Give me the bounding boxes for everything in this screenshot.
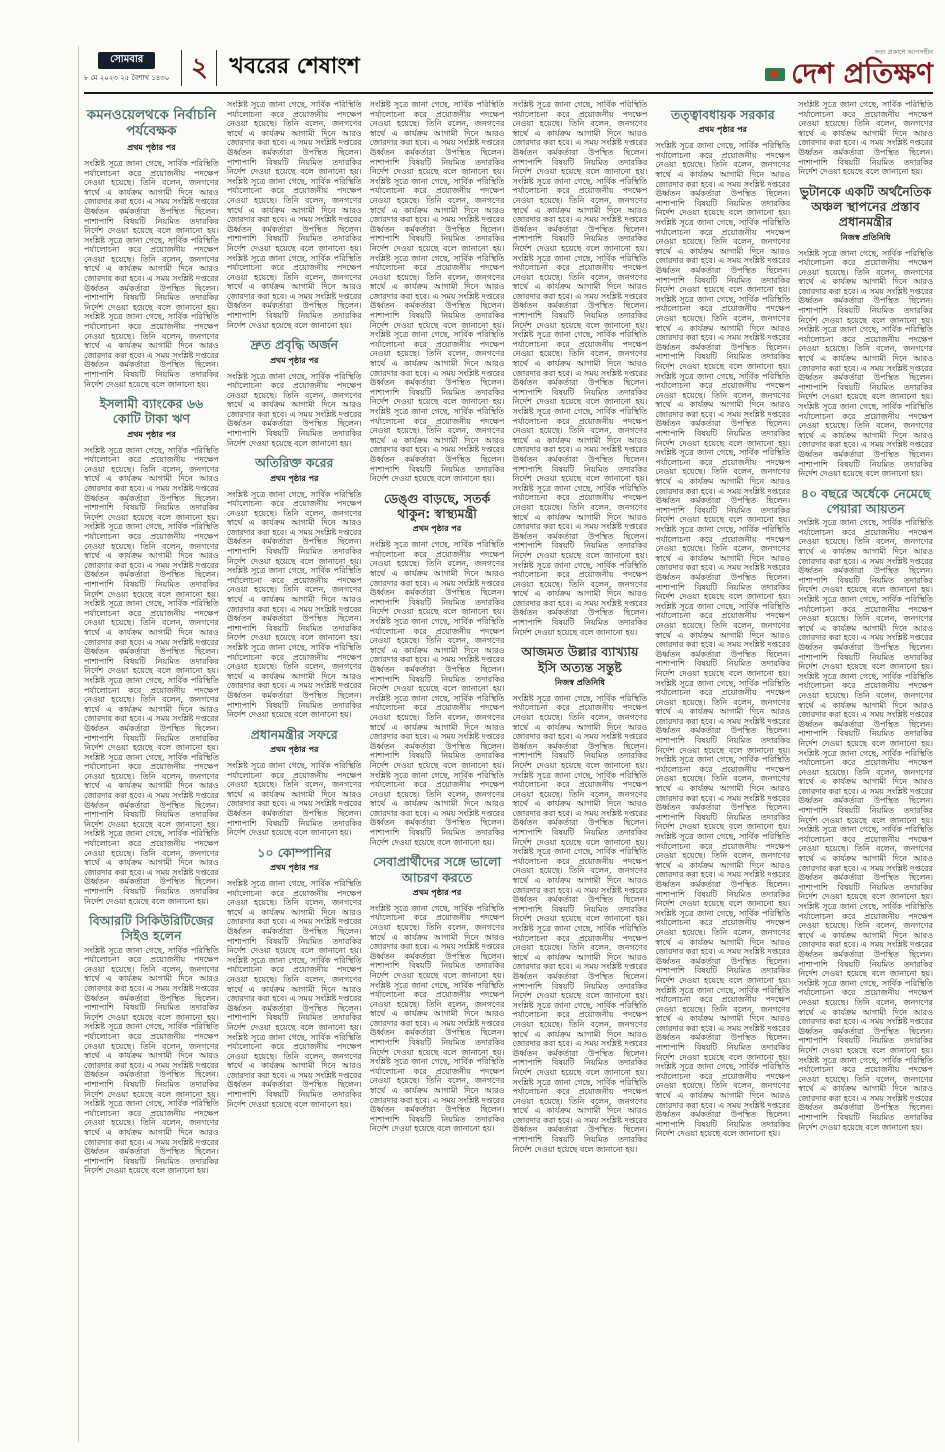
- article-headline: অতিরিক্ত করের: [255, 455, 334, 471]
- section-title: খবরের শেষাংশ: [229, 54, 360, 79]
- article-subline: প্রথম পৃষ্ঠার পর: [270, 745, 319, 754]
- day-label: সোমবার: [98, 52, 155, 69]
- column-3: [370, 100, 505, 1442]
- article-body-text: সংশ্লিষ্ট সূত্রে জানা গেছে, সার্বিক পরিস্থিতি পর্যালোচনা করে প্রয়োজনীয় পদক্ষেপ নেওয়া হয়েছে। তিনি বলেন, জনগণের স্বার্থে এ কার্যক্রম আগামী দিনে আরও জোরদার করা হবে। এ সময় সংশ্লিষ্ট দপ্তরের ঊর্ধ্বতন কর্মকর্তারা উপস্থিত ছিলেন। পাশাপাশি বিষয়টি নিয়মিত তদারকির নির্দেশ দেওয়া হয়েছে বলে জানানো হয়। সংশ্লিষ্ট সূত্রে জানা গেছে, সার্বিক পরিস্থিতি পর্যালোচনা করে প্রয়োজনীয় পদক্ষেপ নেওয়া হয়েছে। তিনি বলেন, জনগণের স্বার্থে এ কার্যক্রম আগামী দিনে আরও জোরদার করা হবে। এ সময় সংশ্লিষ্ট দপ্তরের ঊর্ধ্বতন কর্মকর্তারা উপস্থিত ছিলেন। পাশাপাশি বিষয়টি নিয়মিত তদারকির নির্দেশ দেওয়া হয়েছে বলে জানানো হয়। সংশ্লিষ্ট সূত্রে জানা গেছে, সার্বিক পরিস্থিতি পর্যালোচনা করে প্রয়োজনীয় পদক্ষেপ নেওয়া হয়েছে। তিনি বলেন, জনগণের স্বার্থে এ কার্যক্রম আগামী দিনে আরও জোরদার করা হবে। এ সময় সংশ্লিষ্ট দপ্তরের ঊর্ধ্বতন কর্মকর্তারা উপস্থিত ছিলেন। পাশাপাশি বিষয়টি নিয়মিত তদারকির নির্দেশ দেওয়া হয়েছে বলে জানানো হয়। সংশ্লিষ্ট সূত্রে জানা গেছে, সার্বিক পরিস্থিতি পর্যালোচনা করে প্রয়োজনীয় পদক্ষেপ নেওয়া হয়েছে। তিনি বলেন, জনগণের স্বার্থে এ কার্যক্রম আগামী দিনে আরও জোরদার করা হবে। এ সময় সংশ্লিষ্ট দপ্তরের ঊর্ধ্বতন কর্মকর্তারা উপস্থিত ছিলেন। পাশাপাশি বিষয়টি নিয়মিত তদারকির নির্দেশ দেওয়া হয়েছে বলে জানানো হয়। সংশ্লিষ্ট সূত্রে জানা গেছে, সার্বিক পরিস্থিতি পর্যালোচনা করে প্রয়োজনীয় পদক্ষেপ নেওয়া হয়েছে। তিনি বলেন, জনগণের স্বার্থে এ কার্যক্রম আগামী দিনে আরও জোরদার করা হবে। এ সময় সংশ্লিষ্ট দপ্তরের ঊর্ধ্বতন কর্মকর্তারা উপস্থিত ছিলেন। পাশাপাশি বিষয়টি নিয়মিত তদারকির নির্দেশ দেওয়া হয়েছে বলে জানানো হয়। সংশ্লিষ্ট সূত্রে জানা গেছে, সার্বিক পরিস্থিতি পর্যালোচনা করে প্রয়োজনীয় পদক্ষেপ নেওয়া হয়েছে। তিনি বলেন, জনগণের স্বার্থে এ কার্যক্রম আগামী দিনে আরও জোরদার করা হবে। এ সময় সংশ্লিষ্ট দপ্তরের ঊর্ধ্বতন কর্মকর্তারা উপস্থিত ছিলেন। পাশাপাশি বিষয়টি নিয়মিত তদারকির নির্দেশ দেওয়া হয়েছে বলে জানানো হয়।: [84, 445, 219, 906]
- article-headline: প্রধানমন্ত্রীর সফরে: [250, 726, 338, 742]
- article-body-text: সংশ্লিষ্ট সূত্রে জানা গেছে, সার্বিক পরিস্থিতি পর্যালোচনা করে প্রয়োজনীয় পদক্ষেপ নেওয়া হয়েছে। তিনি বলেন, জনগণের স্বার্থে এ কার্যক্রম আগামী দিনে আরও জোরদার করা হবে। এ সময় সংশ্লিষ্ট দপ্তরের ঊর্ধ্বতন কর্মকর্তারা উপস্থিত ছিলেন। পাশাপাশি বিষয়টি নিয়মিত তদারকির নির্দেশ দেওয়া হয়েছে বলে জানানো হয়। সংশ্লিষ্ট সূত্রে জানা গেছে, সার্বিক পরিস্থিতি পর্যালোচনা করে প্রয়োজনীয় পদক্ষেপ নেওয়া হয়েছে। তিনি বলেন, জনগণের স্বার্থে এ কার্যক্রম আগামী দিনে আরও জোরদার করা হবে। এ সময় সংশ্লিষ্ট দপ্তরের ঊর্ধ্বতন কর্মকর্তারা উপস্থিত ছিলেন। পাশাপাশি বিষয়টি নিয়মিত তদারকির নির্দেশ দেওয়া হয়েছে বলে জানানো হয়। সংশ্লিষ্ট সূত্রে জানা গেছে, সার্বিক পরিস্থিতি পর্যালোচনা করে প্রয়োজনীয় পদক্ষেপ নেওয়া হয়েছে। তিনি বলেন, জনগণের স্বার্থে এ কার্যক্রম আগামী দিনে আরও জোরদার করা হবে। এ সময় সংশ্লিষ্ট দপ্তরের ঊর্ধ্বতন কর্মকর্তারা উপস্থিত ছিলেন। পাশাপাশি বিষয়টি নিয়মিত তদারকির নির্দেশ দেওয়া হয়েছে বলে জানানো হয়।: [226, 100, 362, 330]
- article-body-text: সংশ্লিষ্ট সূত্রে জানা গেছে, সার্বিক পরিস্থিতি পর্যালোচনা করে প্রয়োজনীয় পদক্ষেপ নেওয়া হয়েছে। তিনি বলেন, জনগণের স্বার্থে এ কার্যক্রম আগামী দিনে আরও জোরদার করা হবে। এ সময় সংশ্লিষ্ট দপ্তরের ঊর্ধ্বতন কর্মকর্তারা উপস্থিত ছিলেন। পাশাপাশি বিষয়টি নিয়মিত তদারকির নির্দেশ দেওয়া হয়েছে বলে জানানো হয়। সংশ্লিষ্ট সূত্রে জানা গেছে, সার্বিক পরিস্থিতি পর্যালোচনা করে প্রয়োজনীয় পদক্ষেপ নেওয়া হয়েছে। তিনি বলেন, জনগণের স্বার্থে এ কার্যক্রম আগামী দিনে আরও জোরদার করা হবে। এ সময় সংশ্লিষ্ট দপ্তরের ঊর্ধ্বতন কর্মকর্তারা উপস্থিত ছিলেন। পাশাপাশি বিষয়টি নিয়মিত তদারকির নির্দেশ দেওয়া হয়েছে বলে জানানো হয়। সংশ্লিষ্ট সূত্রে জানা গেছে, সার্বিক পরিস্থিতি পর্যালোচনা করে প্রয়োজনীয় পদক্ষেপ নেওয়া হয়েছে। তিনি বলেন, জনগণের স্বার্থে এ কার্যক্রম আগামী দিনে আরও জোরদার করা হবে। এ সময় সংশ্লিষ্ট দপ্তরের ঊর্ধ্বতন কর্মকর্তারা উপস্থিত ছিলেন। পাশাপাশি বিষয়টি নিয়মিত তদারকির নির্দেশ দেওয়া হয়েছে বলে জানানো হয়।: [798, 248, 933, 479]
- columns: [84, 100, 933, 1442]
- column-6: [798, 100, 933, 1442]
- article-body-text: সংশ্লিষ্ট সূত্রে জানা গেছে, সার্বিক পরিস্থিতি পর্যালোচনা করে প্রয়োজনীয় পদক্ষেপ নেওয়া হয়েছে। তিনি বলেন, জনগণের স্বার্থে এ কার্যক্রম আগামী দিনে আরও জোরদার করা হবে। এ সময় সংশ্লিষ্ট দপ্তরের ঊর্ধ্বতন কর্মকর্তারা উপস্থিত ছিলেন। পাশাপাশি বিষয়টি নিয়মিত তদারকির নির্দেশ দেওয়া হয়েছে বলে জানানো হয়। সংশ্লিষ্ট সূত্রে জানা গেছে, সার্বিক পরিস্থিতি পর্যালোচনা করে প্রয়োজনীয় পদক্ষেপ নেওয়া হয়েছে। তিনি বলেন, জনগণের স্বার্থে এ কার্যক্রম আগামী দিনে আরও জোরদার করা হবে। এ সময় সংশ্লিষ্ট দপ্তরের ঊর্ধ্বতন কর্মকর্তারা উপস্থিত ছিলেন। পাশাপাশি বিষয়টি নিয়মিত তদারকির নির্দেশ দেওয়া হয়েছে বলে জানানো হয়। সংশ্লিষ্ট সূত্রে জানা গেছে, সার্বিক পরিস্থিতি পর্যালোচনা করে প্রয়োজনীয় পদক্ষেপ নেওয়া হয়েছে। তিনি বলেন, জনগণের স্বার্থে এ কার্যক্রম আগামী দিনে আরও জোরদার করা হবে। এ সময় সংশ্লিষ্ট দপ্তরের ঊর্ধ্বতন কর্মকর্তারা উপস্থিত ছিলেন। পাশাপাশি বিষয়টি নিয়মিত তদারকির নির্দেশ দেওয়া হয়েছে বলে জানানো হয়।: [226, 489, 362, 720]
- article-headline: দ্রুত প্রবৃদ্ধি অর্জন: [250, 337, 339, 353]
- date-block: [84, 52, 169, 84]
- article-headline: বিআরটি সিকিউরিটিজের সিইও হলেন: [89, 913, 214, 944]
- article-body-text: সংশ্লিষ্ট সূত্রে জানা গেছে, সার্বিক পরিস্থিতি পর্যালোচনা করে প্রয়োজনীয় পদক্ষেপ নেওয়া হয়েছে। তিনি বলেন, জনগণের স্বার্থে এ কার্যক্রম আগামী দিনে আরও জোরদার করা হবে। এ সময় সংশ্লিষ্ট দপ্তরের ঊর্ধ্বতন কর্মকর্তারা উপস্থিত ছিলেন। পাশাপাশি বিষয়টি নিয়মিত তদারকির নির্দেশ দেওয়া হয়েছে বলে জানানো হয়। সংশ্লিষ্ট সূত্রে জানা গেছে, সার্বিক পরিস্থিতি পর্যালোচনা করে প্রয়োজনীয় পদক্ষেপ নেওয়া হয়েছে। তিনি বলেন, জনগণের স্বার্থে এ কার্যক্রম আগামী দিনে আরও জোরদার করা হবে। এ সময় সংশ্লিষ্ট দপ্তরের ঊর্ধ্বতন কর্মকর্তারা উপস্থিত ছিলেন। পাশাপাশি বিষয়টি নিয়মিত তদারকির নির্দেশ দেওয়া হয়েছে বলে জানানো হয়। সংশ্লিষ্ট সূত্রে জানা গেছে, সার্বিক পরিস্থিতি পর্যালোচনা করে প্রয়োজনীয় পদক্ষেপ নেওয়া হয়েছে। তিনি বলেন, জনগণের স্বার্থে এ কার্যক্রম আগামী দিনে আরও জোরদার করা হবে। এ সময় সংশ্লিষ্ট দপ্তরের ঊর্ধ্বতন কর্মকর্তারা উপস্থিত ছিলেন। পাশাপাশি বিষয়টি নিয়মিত তদারকির নির্দেশ দেওয়া হয়েছে বলে জানানো হয়। সংশ্লিষ্ট সূত্রে জানা গেছে, সার্বিক পরিস্থিতি পর্যালোচনা করে প্রয়োজনীয় পদক্ষেপ নেওয়া হয়েছে। তিনি বলেন, জনগণের স্বার্থে এ কার্যক্রম আগামী দিনে আরও জোরদার করা হবে। এ সময় সংশ্লিষ্ট দপ্তরের ঊর্ধ্বতন কর্মকর্তারা উপস্থিত ছিলেন। পাশাপাশি বিষয়টি নিয়মিত তদারকির নির্দেশ দেওয়া হয়েছে বলে জানানো হয়। সংশ্লিষ্ট সূত্রে জানা গেছে, সার্বিক পরিস্থিতি পর্যালোচনা করে প্রয়োজনীয় পদক্ষেপ নেওয়া হয়েছে। তিনি বলেন, জনগণের স্বার্থে এ কার্যক্রম আগামী দিনে আরও জোরদার করা হবে। এ সময় সংশ্লিষ্ট দপ্তরের ঊর্ধ্বতন কর্মকর্তারা উপস্থিত ছিলেন। পাশাপাশি বিষয়টি নিয়মিত তদারকির নির্দেশ দেওয়া হয়েছে বলে জানানো হয়।: [369, 100, 505, 484]
- article-headline: ভুটানকে একটি অর্থনৈতিক অঞ্চল স্থাপনের প্রস্তাব প্রধানমন্ত্রীর: [799, 183, 932, 230]
- article-headline: তত্ত্বাবধায়ক সরকার: [670, 107, 775, 122]
- masthead-row: [765, 57, 933, 90]
- article-body-text: সংশ্লিষ্ট সূত্রে জানা গেছে, সার্বিক পরিস্থিতি পর্যালোচনা করে প্রয়োজনীয় পদক্ষেপ নেওয়া হয়েছে। তিনি বলেন, জনগণের স্বার্থে এ কার্যক্রম আগামী দিনে আরও জোরদার করা হবে। এ সময় সংশ্লিষ্ট দপ্তরের ঊর্ধ্বতন কর্মকর্তারা উপস্থিত ছিলেন। পাশাপাশি বিষয়টি নিয়মিত তদারকির নির্দেশ দেওয়া হয়েছে বলে জানানো হয়। সংশ্লিষ্ট সূত্রে জানা গেছে, সার্বিক পরিস্থিতি পর্যালোচনা করে প্রয়োজনীয় পদক্ষেপ নেওয়া হয়েছে। তিনি বলেন, জনগণের স্বার্থে এ কার্যক্রম আগামী দিনে আরও জোরদার করা হবে। এ সময় সংশ্লিষ্ট দপ্তরের ঊর্ধ্বতন কর্মকর্তারা উপস্থিত ছিলেন। পাশাপাশি বিষয়টি নিয়মিত তদারকির নির্দেশ দেওয়া হয়েছে বলে জানানো হয়। সংশ্লিষ্ট সূত্রে জানা গেছে, সার্বিক পরিস্থিতি পর্যালোচনা করে প্রয়োজনীয় পদক্ষেপ নেওয়া হয়েছে। তিনি বলেন, জনগণের স্বার্থে এ কার্যক্রম আগামী দিনে আরও জোরদার করা হবে। এ সময় সংশ্লিষ্ট দপ্তরের ঊর্ধ্বতন কর্মকর্তারা উপস্থিত ছিলেন। পাশাপাশি বিষয়টি নিয়মিত তদারকির নির্দেশ দেওয়া হয়েছে বলে জানানো হয়।: [84, 158, 219, 389]
- column-4: [512, 100, 647, 1442]
- article-body-text: সংশ্লিষ্ট সূত্রে জানা গেছে, সার্বিক পরিস্থিতি পর্যালোচনা করে প্রয়োজনীয় পদক্ষেপ নেওয়া হয়েছে। তিনি বলেন, জনগণের স্বার্থে এ কার্যক্রম আগামী দিনে আরও জোরদার করা হবে। এ সময় সংশ্লিষ্ট দপ্তরের ঊর্ধ্বতন কর্মকর্তারা উপস্থিত ছিলেন। পাশাপাশি বিষয়টি নিয়মিত তদারকির নির্দেশ দেওয়া হয়েছে বলে জানানো হয়। সংশ্লিষ্ট সূত্রে জানা গেছে, সার্বিক পরিস্থিতি পর্যালোচনা করে প্রয়োজনীয় পদক্ষেপ নেওয়া হয়েছে। তিনি বলেন, জনগণের স্বার্থে এ কার্যক্রম আগামী দিনে আরও জোরদার করা হবে। এ সময় সংশ্লিষ্ট দপ্তরের ঊর্ধ্বতন কর্মকর্তারা উপস্থিত ছিলেন। পাশাপাশি বিষয়টি নিয়মিত তদারকির নির্দেশ দেওয়া হয়েছে বলে জানানো হয়। সংশ্লিষ্ট সূত্রে জানা গেছে, সার্বিক পরিস্থিতি পর্যালোচনা করে প্রয়োজনীয় পদক্ষেপ নেওয়া হয়েছে। তিনি বলেন, জনগণের স্বার্থে এ কার্যক্রম আগামী দিনে আরও জোরদার করা হবে। এ সময় সংশ্লিষ্ট দপ্তরের ঊর্ধ্বতন কর্মকর্তারা উপস্থিত ছিলেন। পাশাপাশি বিষয়টি নিয়মিত তদারকির নির্দেশ দেওয়া হয়েছে বলে জানানো হয়। সংশ্লিষ্ট সূত্রে জানা গেছে, সার্বিক পরিস্থিতি পর্যালোচনা করে প্রয়োজনীয় পদক্ষেপ নেওয়া হয়েছে। তিনি বলেন, জনগণের স্বার্থে এ কার্যক্রম আগামী দিনে আরও জোরদার করা হবে। এ সময় সংশ্লিষ্ট দপ্তরের ঊর্ধ্বতন কর্মকর্তারা উপস্থিত ছিলেন। পাশাপাশি বিষয়টি নিয়মিত তদারকির নির্দেশ দেওয়া হয়েছে বলে জানানো হয়। সংশ্লিষ্ট সূত্রে জানা গেছে, সার্বিক পরিস্থিতি পর্যালোচনা করে প্রয়োজনীয় পদক্ষেপ নেওয়া হয়েছে। তিনি বলেন, জনগণের স্বার্থে এ কার্যক্রম আগামী দিনে আরও জোরদার করা হবে। এ সময় সংশ্লিষ্ট দপ্তরের ঊর্ধ্বতন কর্মকর্তারা উপস্থিত ছিলেন। পাশাপাশি বিষয়টি নিয়মিত তদারকির নির্দেশ দেওয়া হয়েছে বলে জানানো হয়। সংশ্লিষ্ট সূত্রে জানা গেছে, সার্বিক পরিস্থিতি পর্যালোচনা করে প্রয়োজনীয় পদক্ষেপ নেওয়া হয়েছে। তিনি বলেন, জনগণের স্বার্থে এ কার্যক্রম আগামী দিনে আরও জোরদার করা হবে। এ সময় সংশ্লিষ্ট দপ্তরের ঊর্ধ্বতন কর্মকর্তারা উপস্থিত ছিলেন। পাশাপাশি বিষয়টি নিয়মিত তদারকির নির্দেশ দেওয়া হয়েছে বলে জানানো হয়। সংশ্লিষ্ট সূত্রে জানা গেছে, সার্বিক পরিস্থিতি পর্যালোচনা করে প্রয়োজনীয় পদক্ষেপ নেওয়া হয়েছে। তিনি বলেন, জনগণের স্বার্থে এ কার্যক্রম আগামী দিনে আরও জোরদার করা হবে। এ সময় সংশ্লিষ্ট দপ্তরের ঊর্ধ্বতন কর্মকর্তারা উপস্থিত ছিলেন। পাশাপাশি বিষয়টি নিয়মিত তদারকির নির্দেশ দেওয়া হয়েছে বলে জানানো হয়। সংশ্লিষ্ট সূত্রে জানা গেছে, সার্বিক পরিস্থিতি পর্যালোচনা করে প্রয়োজনীয় পদক্ষেপ নেওয়া হয়েছে। তিনি বলেন, জনগণের স্বার্থে এ কার্যক্রম আগামী দিনে আরও জোরদার করা হবে। এ সময় সংশ্লিষ্ট দপ্তরের ঊর্ধ্বতন কর্মকর্তারা উপস্থিত ছিলেন। পাশাপাশি বিষয়টি নিয়মিত তদারকির নির্দেশ দেওয়া হয়েছে বলে জানানো হয়।: [798, 518, 933, 1132]
- article-headline: কমনওয়েলথকে নির্বাচনি পর্যবেক্ষক: [86, 107, 217, 140]
- article-headline: আজমত উল্লার ব্যাখ্যায় ইসি অত্যন্ত সন্তুষ্ট: [521, 644, 639, 675]
- page-header: [84, 48, 933, 94]
- article-subline: প্রথম পৃষ্ঠার পর: [412, 524, 462, 534]
- article-body-text: সংশ্লিষ্ট সূত্রে জানা গেছে, সার্বিক পরিস্থিতি পর্যালোচনা করে প্রয়োজনীয় পদক্ষেপ নেওয়া হয়েছে। তিনি বলেন, জনগণের স্বার্থে এ কার্যক্রম আগামী দিনে আরও জোরদার করা হবে। এ সময় সংশ্লিষ্ট দপ্তরের ঊর্ধ্বতন কর্মকর্তারা উপস্থিত ছিলেন। পাশাপাশি বিষয়টি নিয়মিত তদারকির নির্দেশ দেওয়া হয়েছে বলে জানানো হয়। সংশ্লিষ্ট সূত্রে জানা গেছে, সার্বিক পরিস্থিতি পর্যালোচনা করে প্রয়োজনীয় পদক্ষেপ নেওয়া হয়েছে। তিনি বলেন, জনগণের স্বার্থে এ কার্যক্রম আগামী দিনে আরও জোরদার করা হবে। এ সময় সংশ্লিষ্ট দপ্তরের ঊর্ধ্বতন কর্মকর্তারা উপস্থিত ছিলেন। পাশাপাশি বিষয়টি নিয়মিত তদারকির নির্দেশ দেওয়া হয়েছে বলে জানানো হয়। সংশ্লিষ্ট সূত্রে জানা গেছে, সার্বিক পরিস্থিতি পর্যালোচনা করে প্রয়োজনীয় পদক্ষেপ নেওয়া হয়েছে। তিনি বলেন, জনগণের স্বার্থে এ কার্যক্রম আগামী দিনে আরও জোরদার করা হবে। এ সময় সংশ্লিষ্ট দপ্তরের ঊর্ধ্বতন কর্মকর্তারা উপস্থিত ছিলেন। পাশাপাশি বিষয়টি নিয়মিত তদারকির নির্দেশ দেওয়া হয়েছে বলে জানানো হয়। সংশ্লিষ্ট সূত্রে জানা গেছে, সার্বিক পরিস্থিতি পর্যালোচনা করে প্রয়োজনীয় পদক্ষেপ নেওয়া হয়েছে। তিনি বলেন, জনগণের স্বার্থে এ কার্যক্রম আগামী দিনে আরও জোরদার করা হবে। এ সময় সংশ্লিষ্ট দপ্তরের ঊর্ধ্বতন কর্মকর্তারা উপস্থিত ছিলেন। পাশাপাশি বিষয়টি নিয়মিত তদারকির নির্দেশ দেওয়া হয়েছে বলে জানানো হয়। সংশ্লিষ্ট সূত্রে জানা গেছে, সার্বিক পরিস্থিতি পর্যালোচনা করে প্রয়োজনীয় পদক্ষেপ নেওয়া হয়েছে। তিনি বলেন, জনগণের স্বার্থে এ কার্যক্রম আগামী দিনে আরও জোরদার করা হবে। এ সময় সংশ্লিষ্ট দপ্তরের ঊর্ধ্বতন কর্মকর্তারা উপস্থিত ছিলেন। পাশাপাশি বিষয়টি নিয়মিত তদারকির নির্দেশ দেওয়া হয়েছে বলে জানানো হয়। সংশ্লিষ্ট সূত্রে জানা গেছে, সার্বিক পরিস্থিতি পর্যালোচনা করে প্রয়োজনীয় পদক্ষেপ নেওয়া হয়েছে। তিনি বলেন, জনগণের স্বার্থে এ কার্যক্রম আগামী দিনে আরও জোরদার করা হবে। এ সময় সংশ্লিষ্ট দপ্তরের ঊর্ধ্বতন কর্মকর্তারা উপস্থিত ছিলেন। পাশাপাশি বিষয়টি নিয়মিত তদারকির নির্দেশ দেওয়া হয়েছে বলে জানানো হয়। সংশ্লিষ্ট সূত্রে জানা গেছে, সার্বিক পরিস্থিতি পর্যালোচনা করে প্রয়োজনীয় পদক্ষেপ নেওয়া হয়েছে। তিনি বলেন, জনগণের স্বার্থে এ কার্যক্রম আগামী দিনে আরও জোরদার করা হবে। এ সময় সংশ্লিষ্ট দপ্তরের ঊর্ধ্বতন কর্মকর্তারা উপস্থিত ছিলেন। পাশাপাশি বিষয়টি নিয়মিত তদারকির নির্দেশ দেওয়া হয়েছে বলে জানানো হয়।: [512, 100, 648, 637]
- masthead-name: দেশ প্রতিক্ষণ: [791, 57, 933, 90]
- article-subline: নিজস্ব প্রতিনিধি: [840, 232, 891, 242]
- article-subline: প্রথম পৃষ্ঠার পর: [698, 125, 747, 135]
- column-5: [655, 100, 790, 1442]
- column-1: [84, 100, 219, 1442]
- page-number: ২: [181, 50, 217, 86]
- article-body-text: সংশ্লিষ্ট সূত্রে জানা গেছে, সার্বিক পরিস্থিতি পর্যালোচনা করে প্রয়োজনীয় পদক্ষেপ নেওয়া হয়েছে। তিনি বলেন, জনগণের স্বার্থে এ কার্যক্রম আগামী দিনে আরও জোরদার করা হবে। এ সময় সংশ্লিষ্ট দপ্তরের ঊর্ধ্বতন কর্মকর্তারা উপস্থিত ছিলেন। পাশাপাশি বিষয়টি নিয়মিত তদারকির নির্দেশ দেওয়া হয়েছে বলে জানানো হয়। সংশ্লিষ্ট সূত্রে জানা গেছে, সার্বিক পরিস্থিতি পর্যালোচনা করে প্রয়োজনীয় পদক্ষেপ নেওয়া হয়েছে। তিনি বলেন, জনগণের স্বার্থে এ কার্যক্রম আগামী দিনে আরও জোরদার করা হবে। এ সময় সংশ্লিষ্ট দপ্তরের ঊর্ধ্বতন কর্মকর্তারা উপস্থিত ছিলেন। পাশাপাশি বিষয়টি নিয়মিত তদারকির নির্দেশ দেওয়া হয়েছে বলে জানানো হয়। সংশ্লিষ্ট সূত্রে জানা গেছে, সার্বিক পরিস্থিতি পর্যালোচনা করে প্রয়োজনীয় পদক্ষেপ নেওয়া হয়েছে। তিনি বলেন, জনগণের স্বার্থে এ কার্যক্রম আগামী দিনে আরও জোরদার করা হবে। এ সময় সংশ্লিষ্ট দপ্তরের ঊর্ধ্বতন কর্মকর্তারা উপস্থিত ছিলেন। পাশাপাশি বিষয়টি নিয়মিত তদারকির নির্দেশ দেওয়া হয়েছে বলে জানানো হয়।: [84, 945, 219, 1176]
- article-body-text: সংশ্লিষ্ট সূত্রে জানা গেছে, সার্বিক পরিস্থিতি পর্যালোচনা করে প্রয়োজনীয় পদক্ষেপ নেওয়া হয়েছে। তিনি বলেন, জনগণের স্বার্থে এ কার্যক্রম আগামী দিনে আরও জোরদার করা হবে। এ সময় সংশ্লিষ্ট দপ্তরের ঊর্ধ্বতন কর্মকর্তারা উপস্থিত ছিলেন। পাশাপাশি বিষয়টি নিয়মিত তদারকির নির্দেশ দেওয়া হয়েছে বলে জানানো হয়। সংশ্লিষ্ট সূত্রে জানা গেছে, সার্বিক পরিস্থিতি পর্যালোচনা করে প্রয়োজনীয় পদক্ষেপ নেওয়া হয়েছে। তিনি বলেন, জনগণের স্বার্থে এ কার্যক্রম আগামী দিনে আরও জোরদার করা হবে। এ সময় সংশ্লিষ্ট দপ্তরের ঊর্ধ্বতন কর্মকর্তারা উপস্থিত ছিলেন। পাশাপাশি বিষয়টি নিয়মিত তদারকির নির্দেশ দেওয়া হয়েছে বলে জানানো হয়। সংশ্লিষ্ট সূত্রে জানা গেছে, সার্বিক পরিস্থিতি পর্যালোচনা করে প্রয়োজনীয় পদক্ষেপ নেওয়া হয়েছে। তিনি বলেন, জনগণের স্বার্থে এ কার্যক্রম আগামী দিনে আরও জোরদার করা হবে। এ সময় সংশ্লিষ্ট দপ্তরের ঊর্ধ্বতন কর্মকর্তারা উপস্থিত ছিলেন। পাশাপাশি বিষয়টি নিয়মিত তদারকির নির্দেশ দেওয়া হয়েছে বলে জানানো হয়।: [226, 879, 362, 1109]
- article-body-text: সংশ্লিষ্ট সূত্রে জানা গেছে, সার্বিক পরিস্থিতি পর্যালোচনা করে প্রয়োজনীয় পদক্ষেপ নেওয়া হয়েছে। তিনি বলেন, জনগণের স্বার্থে এ কার্যক্রম আগামী দিনে আরও জোরদার করা হবে। এ সময় সংশ্লিষ্ট দপ্তরের ঊর্ধ্বতন কর্মকর্তারা উপস্থিত ছিলেন। পাশাপাশি বিষয়টি নিয়মিত তদারকির নির্দেশ দেওয়া হয়েছে বলে জানানো হয়।: [226, 761, 362, 838]
- date-line: ৮ মে ২০২৩ ২৫ বৈশাখ ১৪৩০: [84, 73, 170, 82]
- article-headline: ৪০ বছরে অর্ধেকে নেমেছে পেয়ারা আয়তন: [800, 485, 931, 516]
- article-headline: ইসলামী ব্যাংকের ৬৬ কোটি টাকা ঋণ: [99, 396, 204, 427]
- article-body-text: সংশ্লিষ্ট সূত্রে জানা গেছে, সার্বিক পরিস্থিতি পর্যালোচনা করে প্রয়োজনীয় পদক্ষেপ নেওয়া হয়েছে। তিনি বলেন, জনগণের স্বার্থে এ কার্যক্রম আগামী দিনে আরও জোরদার করা হবে। এ সময় সংশ্লিষ্ট দপ্তরের ঊর্ধ্বতন কর্মকর্তারা উপস্থিত ছিলেন। পাশাপাশি বিষয়টি নিয়মিত তদারকির নির্দেশ দেওয়া হয়েছে বলে জানানো হয়।: [226, 371, 362, 448]
- article-headline: ১০ কোম্পানির: [257, 844, 332, 860]
- article-body-text: সংশ্লিষ্ট সূত্রে জানা গেছে, সার্বিক পরিস্থিতি পর্যালোচনা করে প্রয়োজনীয় পদক্ষেপ নেওয়া হয়েছে। তিনি বলেন, জনগণের স্বার্থে এ কার্যক্রম আগামী দিনে আরও জোরদার করা হবে। এ সময় সংশ্লিষ্ট দপ্তরের ঊর্ধ্বতন কর্মকর্তারা উপস্থিত ছিলেন। পাশাপাশি বিষয়টি নিয়মিত তদারকির নির্দেশ দেওয়া হয়েছে বলে জানানো হয়।: [798, 100, 933, 177]
- article-headline: ডেঙ্গু বাড়ছে, সতর্ক থাকুন: স্বাস্থ্যমন্ত্রী: [383, 490, 491, 521]
- article-subline: প্রথম পৃষ্ঠার পর: [127, 429, 176, 439]
- article-body-text: সংশ্লিষ্ট সূত্রে জানা গেছে, সার্বিক পরিস্থিতি পর্যালোচনা করে প্রয়োজনীয় পদক্ষেপ নেওয়া হয়েছে। তিনি বলেন, জনগণের স্বার্থে এ কার্যক্রম আগামী দিনে আরও জোরদার করা হবে। এ সময় সংশ্লিষ্ট দপ্তরের ঊর্ধ্বতন কর্মকর্তারা উপস্থিত ছিলেন। পাশাপাশি বিষয়টি নিয়মিত তদারকির নির্দেশ দেওয়া হয়েছে বলে জানানো হয়। সংশ্লিষ্ট সূত্রে জানা গেছে, সার্বিক পরিস্থিতি পর্যালোচনা করে প্রয়োজনীয় পদক্ষেপ নেওয়া হয়েছে। তিনি বলেন, জনগণের স্বার্থে এ কার্যক্রম আগামী দিনে আরও জোরদার করা হবে। এ সময় সংশ্লিষ্ট দপ্তরের ঊর্ধ্বতন কর্মকর্তারা উপস্থিত ছিলেন। পাশাপাশি বিষয়টি নিয়মিত তদারকির নির্দেশ দেওয়া হয়েছে বলে জানানো হয়। সংশ্লিষ্ট সূত্রে জানা গেছে, সার্বিক পরিস্থিতি পর্যালোচনা করে প্রয়োজনীয় পদক্ষেপ নেওয়া হয়েছে। তিনি বলেন, জনগণের স্বার্থে এ কার্যক্রম আগামী দিনে আরও জোরদার করা হবে। এ সময় সংশ্লিষ্ট দপ্তরের ঊর্ধ্বতন কর্মকর্তারা উপস্থিত ছিলেন। পাশাপাশি বিষয়টি নিয়মিত তদারকির নির্দেশ দেওয়া হয়েছে বলে জানানো হয়। সংশ্লিষ্ট সূত্রে জানা গেছে, সার্বিক পরিস্থিতি পর্যালোচনা করে প্রয়োজনীয় পদক্ষেপ নেওয়া হয়েছে। তিনি বলেন, জনগণের স্বার্থে এ কার্যক্রম আগামী দিনে আরও জোরদার করা হবে। এ সময় সংশ্লিষ্ট দপ্তরের ঊর্ধ্বতন কর্মকর্তারা উপস্থিত ছিলেন। পাশাপাশি বিষয়টি নিয়মিত তদারকির নির্দেশ দেওয়া হয়েছে বলে জানানো হয়।: [369, 540, 505, 847]
- article-headline: সেবাপ্রার্থীদের সঙ্গে ভালো আচরণ করতে: [372, 854, 502, 885]
- flag-icon: [765, 68, 785, 81]
- article-subline: প্রথম পৃষ্ঠার পর: [412, 887, 462, 897]
- article-subline: প্রথম পৃষ্ঠার পর: [127, 142, 176, 152]
- article-subline: প্রথম পৃষ্ঠার পর: [270, 355, 319, 365]
- column-2: [227, 100, 362, 1442]
- article-subline: প্রথম পৃষ্ঠার পর: [270, 473, 319, 483]
- article-body-text: সংশ্লিষ্ট সূত্রে জানা গেছে, সার্বিক পরিস্থিতি পর্যালোচনা করে প্রয়োজনীয় পদক্ষেপ নেওয়া হয়েছে। তিনি বলেন, জনগণের স্বার্থে এ কার্যক্রম আগামী দিনে আরও জোরদার করা হবে। এ সময় সংশ্লিষ্ট দপ্তরের ঊর্ধ্বতন কর্মকর্তারা উপস্থিত ছিলেন। পাশাপাশি বিষয়টি নিয়মিত তদারকির নির্দেশ দেওয়া হয়েছে বলে জানানো হয়। সংশ্লিষ্ট সূত্রে জানা গেছে, সার্বিক পরিস্থিতি পর্যালোচনা করে প্রয়োজনীয় পদক্ষেপ নেওয়া হয়েছে। তিনি বলেন, জনগণের স্বার্থে এ কার্যক্রম আগামী দিনে আরও জোরদার করা হবে। এ সময় সংশ্লিষ্ট দপ্তরের ঊর্ধ্বতন কর্মকর্তারা উপস্থিত ছিলেন। পাশাপাশি বিষয়টি নিয়মিত তদারকির নির্দেশ দেওয়া হয়েছে বলে জানানো হয়। সংশ্লিষ্ট সূত্রে জানা গেছে, সার্বিক পরিস্থিতি পর্যালোচনা করে প্রয়োজনীয় পদক্ষেপ নেওয়া হয়েছে। তিনি বলেন, জনগণের স্বার্থে এ কার্যক্রম আগামী দিনে আরও জোরদার করা হবে। এ সময় সংশ্লিষ্ট দপ্তরের ঊর্ধ্বতন কর্মকর্তারা উপস্থিত ছিলেন। পাশাপাশি বিষয়টি নিয়মিত তদারকির নির্দেশ দেওয়া হয়েছে বলে জানানো হয়। সংশ্লিষ্ট সূত্রে জানা গেছে, সার্বিক পরিস্থিতি পর্যালোচনা করে প্রয়োজনীয় পদক্ষেপ নেওয়া হয়েছে। তিনি বলেন, জনগণের স্বার্থে এ কার্যক্রম আগামী দিনে আরও জোরদার করা হবে। এ সময় সংশ্লিষ্ট দপ্তরের ঊর্ধ্বতন কর্মকর্তারা উপস্থিত ছিলেন। পাশাপাশি বিষয়টি নিয়মিত তদারকির নির্দেশ দেওয়া হয়েছে বলে জানানো হয়। সংশ্লিষ্ট সূত্রে জানা গেছে, সার্বিক পরিস্থিতি পর্যালোচনা করে প্রয়োজনীয় পদক্ষেপ নেওয়া হয়েছে। তিনি বলেন, জনগণের স্বার্থে এ কার্যক্রম আগামী দিনে আরও জোরদার করা হবে। এ সময় সংশ্লিষ্ট দপ্তরের ঊর্ধ্বতন কর্মকর্তারা উপস্থিত ছিলেন। পাশাপাশি বিষয়টি নিয়মিত তদারকির নির্দেশ দেওয়া হয়েছে বলে জানানো হয়। সংশ্লিষ্ট সূত্রে জানা গেছে, সার্বিক পরিস্থিতি পর্যালোচনা করে প্রয়োজনীয় পদক্ষেপ নেওয়া হয়েছে। তিনি বলেন, জনগণের স্বার্থে এ কার্যক্রম আগামী দিনে আরও জোরদার করা হবে। এ সময় সংশ্লিষ্ট দপ্তরের ঊর্ধ্বতন কর্মকর্তারা উপস্থিত ছিলেন। পাশাপাশি বিষয়টি নিয়মিত তদারকির নির্দেশ দেওয়া হয়েছে বলে জানানো হয়।: [512, 693, 648, 1154]
- masthead: [765, 47, 933, 88]
- article-subline: প্রথম পৃষ্ঠার পর: [270, 863, 319, 872]
- masthead-tagline: সত্য প্রকাশে আপসহীন: [874, 48, 933, 56]
- article-body-text: সংশ্লিষ্ট সূত্রে জানা গেছে, সার্বিক পরিস্থিতি পর্যালোচনা করে প্রয়োজনীয় পদক্ষেপ নেওয়া হয়েছে। তিনি বলেন, জনগণের স্বার্থে এ কার্যক্রম আগামী দিনে আরও জোরদার করা হবে। এ সময় সংশ্লিষ্ট দপ্তরের ঊর্ধ্বতন কর্মকর্তারা উপস্থিত ছিলেন। পাশাপাশি বিষয়টি নিয়মিত তদারকির নির্দেশ দেওয়া হয়েছে বলে জানানো হয়। সংশ্লিষ্ট সূত্রে জানা গেছে, সার্বিক পরিস্থিতি পর্যালোচনা করে প্রয়োজনীয় পদক্ষেপ নেওয়া হয়েছে। তিনি বলেন, জনগণের স্বার্থে এ কার্যক্রম আগামী দিনে আরও জোরদার করা হবে। এ সময় সংশ্লিষ্ট দপ্তরের ঊর্ধ্বতন কর্মকর্তারা উপস্থিত ছিলেন। পাশাপাশি বিষয়টি নিয়মিত তদারকির নির্দেশ দেওয়া হয়েছে বলে জানানো হয়। সংশ্লিষ্ট সূত্রে জানা গেছে, সার্বিক পরিস্থিতি পর্যালোচনা করে প্রয়োজনীয় পদক্ষেপ নেওয়া হয়েছে। তিনি বলেন, জনগণের স্বার্থে এ কার্যক্রম আগামী দিনে আরও জোরদার করা হবে। এ সময় সংশ্লিষ্ট দপ্তরের ঊর্ধ্বতন কর্মকর্তারা উপস্থিত ছিলেন। পাশাপাশি বিষয়টি নিয়মিত তদারকির নির্দেশ দেওয়া হয়েছে বলে জানানো হয়। সংশ্লিষ্ট সূত্রে জানা গেছে, সার্বিক পরিস্থিতি পর্যালোচনা করে প্রয়োজনীয় পদক্ষেপ নেওয়া হয়েছে। তিনি বলেন, জনগণের স্বার্থে এ কার্যক্রম আগামী দিনে আরও জোরদার করা হবে। এ সময় সংশ্লিষ্ট দপ্তরের ঊর্ধ্বতন কর্মকর্তারা উপস্থিত ছিলেন। পাশাপাশি বিষয়টি নিয়মিত তদারকির নির্দেশ দেওয়া হয়েছে বলে জানানো হয়। সংশ্লিষ্ট সূত্রে জানা গেছে, সার্বিক পরিস্থিতি পর্যালোচনা করে প্রয়োজনীয় পদক্ষেপ নেওয়া হয়েছে। তিনি বলেন, জনগণের স্বার্থে এ কার্যক্রম আগামী দিনে আরও জোরদার করা হবে। এ সময় সংশ্লিষ্ট দপ্তরের ঊর্ধ্বতন কর্মকর্তারা উপস্থিত ছিলেন। পাশাপাশি বিষয়টি নিয়মিত তদারকির নির্দেশ দেওয়া হয়েছে বলে জানানো হয়। সংশ্লিষ্ট সূত্রে জানা গেছে, সার্বিক পরিস্থিতি পর্যালোচনা করে প্রয়োজনীয় পদক্ষেপ নেওয়া হয়েছে। তিনি বলেন, জনগণের স্বার্থে এ কার্যক্রম আগামী দিনে আরও জোরদার করা হবে। এ সময় সংশ্লিষ্ট দপ্তরের ঊর্ধ্বতন কর্মকর্তারা উপস্থিত ছিলেন। পাশাপাশি বিষয়টি নিয়মিত তদারকির নির্দেশ দেওয়া হয়েছে বলে জানানো হয়। সংশ্লিষ্ট সূত্রে জানা গেছে, সার্বিক পরিস্থিতি পর্যালোচনা করে প্রয়োজনীয় পদক্ষেপ নেওয়া হয়েছে। তিনি বলেন, জনগণের স্বার্থে এ কার্যক্রম আগামী দিনে আরও জোরদার করা হবে। এ সময় সংশ্লিষ্ট দপ্তরের ঊর্ধ্বতন কর্মকর্তারা উপস্থিত ছিলেন। পাশাপাশি বিষয়টি নিয়মিত তদারকির নির্দেশ দেওয়া হয়েছে বলে জানানো হয়। সংশ্লিষ্ট সূত্রে জানা গেছে, সার্বিক পরিস্থিতি পর্যালোচনা করে প্রয়োজনীয় পদক্ষেপ নেওয়া হয়েছে। তিনি বলেন, জনগণের স্বার্থে এ কার্যক্রম আগামী দিনে আরও জোরদার করা হবে। এ সময় সংশ্লিষ্ট দপ্তরের ঊর্ধ্বতন কর্মকর্তারা উপস্থিত ছিলেন। পাশাপাশি বিষয়টি নিয়মিত তদারকির নির্দেশ দেওয়া হয়েছে বলে জানানো হয়। সংশ্লিষ্ট সূত্রে জানা গেছে, সার্বিক পরিস্থিতি পর্যালোচনা করে প্রয়োজনীয় পদক্ষেপ নেওয়া হয়েছে। তিনি বলেন, জনগণের স্বার্থে এ কার্যক্রম আগামী দিনে আরও জোরদার করা হবে। এ সময় সংশ্লিষ্ট দপ্তরের ঊর্ধ্বতন কর্মকর্তারা উপস্থিত ছিলেন। পাশাপাশি বিষয়টি নিয়মিত তদারকির নির্দেশ দেওয়া হয়েছে বলে জানানো হয়। সংশ্লিষ্ট সূত্রে জানা গেছে, সার্বিক পরিস্থিতি পর্যালোচনা করে প্রয়োজনীয় পদক্ষেপ নেওয়া হয়েছে। তিনি বলেন, জনগণের স্বার্থে এ কার্যক্রম আগামী দিনে আরও জোরদার করা হবে। এ সময় সংশ্লিষ্ট দপ্তরের ঊর্ধ্বতন কর্মকর্তারা উপস্থিত ছিলেন। পাশাপাশি বিষয়টি নিয়মিত তদারকির নির্দেশ দেওয়া হয়েছে বলে জানানো হয়। সংশ্লিষ্ট সূত্রে জানা গেছে, সার্বিক পরিস্থিতি পর্যালোচনা করে প্রয়োজনীয় পদক্ষেপ নেওয়া হয়েছে। তিনি বলেন, জনগণের স্বার্থে এ কার্যক্রম আগামী দিনে আরও জোরদার করা হবে। এ সময় সংশ্লিষ্ট দপ্তরের ঊর্ধ্বতন কর্মকর্তারা উপস্থিত ছিলেন। পাশাপাশি বিষয়টি নিয়মিত তদারকির নির্দেশ দেওয়া হয়েছে বলে জানানো হয়। সংশ্লিষ্ট সূত্রে জানা গেছে, সার্বিক পরিস্থিতি পর্যালোচনা করে প্রয়োজনীয় পদক্ষেপ নেওয়া হয়েছে। তিনি বলেন, জনগণের স্বার্থে এ কার্যক্রম আগামী দিনে আরও জোরদার করা হবে। এ সময় সংশ্লিষ্ট দপ্তরের ঊর্ধ্বতন কর্মকর্তারা উপস্থিত ছিলেন। পাশাপাশি বিষয়টি নিয়মিত তদারকির নির্দেশ দেওয়া হয়েছে বলে জানানো হয়। সংশ্লিষ্ট সূত্রে জানা গেছে, সার্বিক পরিস্থিতি পর্যালোচনা করে প্রয়োজনীয় পদক্ষেপ নেওয়া হয়েছে। তিনি বলেন, জনগণের স্বার্থে এ কার্যক্রম আগামী দিনে আরও জোরদার করা হবে। এ সময় সংশ্লিষ্ট দপ্তরের ঊর্ধ্বতন কর্মকর্তারা উপস্থিত ছিলেন। পাশাপাশি বিষয়টি নিয়মিত তদারকির নির্দেশ দেওয়া হয়েছে বলে জানানো হয়।: [655, 141, 791, 1139]
- article-body-text: সংশ্লিষ্ট সূত্রে জানা গেছে, সার্বিক পরিস্থিতি পর্যালোচনা করে প্রয়োজনীয় পদক্ষেপ নেওয়া হয়েছে। তিনি বলেন, জনগণের স্বার্থে এ কার্যক্রম আগামী দিনে আরও জোরদার করা হবে। এ সময় সংশ্লিষ্ট দপ্তরের ঊর্ধ্বতন কর্মকর্তারা উপস্থিত ছিলেন। পাশাপাশি বিষয়টি নিয়মিত তদারকির নির্দেশ দেওয়া হয়েছে বলে জানানো হয়। সংশ্লিষ্ট সূত্রে জানা গেছে, সার্বিক পরিস্থিতি পর্যালোচনা করে প্রয়োজনীয় পদক্ষেপ নেওয়া হয়েছে। তিনি বলেন, জনগণের স্বার্থে এ কার্যক্রম আগামী দিনে আরও জোরদার করা হবে। এ সময় সংশ্লিষ্ট দপ্তরের ঊর্ধ্বতন কর্মকর্তারা উপস্থিত ছিলেন। পাশাপাশি বিষয়টি নিয়মিত তদারকির নির্দেশ দেওয়া হয়েছে বলে জানানো হয়। সংশ্লিষ্ট সূত্রে জানা গেছে, সার্বিক পরিস্থিতি পর্যালোচনা করে প্রয়োজনীয় পদক্ষেপ নেওয়া হয়েছে। তিনি বলেন, জনগণের স্বার্থে এ কার্যক্রম আগামী দিনে আরও জোরদার করা হবে। এ সময় সংশ্লিষ্ট দপ্তরের ঊর্ধ্বতন কর্মকর্তারা উপস্থিত ছিলেন। পাশাপাশি বিষয়টি নিয়মিত তদারকির নির্দেশ দেওয়া হয়েছে বলে জানানো হয়।: [369, 903, 505, 1134]
- article-subline: নিজস্ব প্রতিনিধি: [554, 677, 605, 687]
